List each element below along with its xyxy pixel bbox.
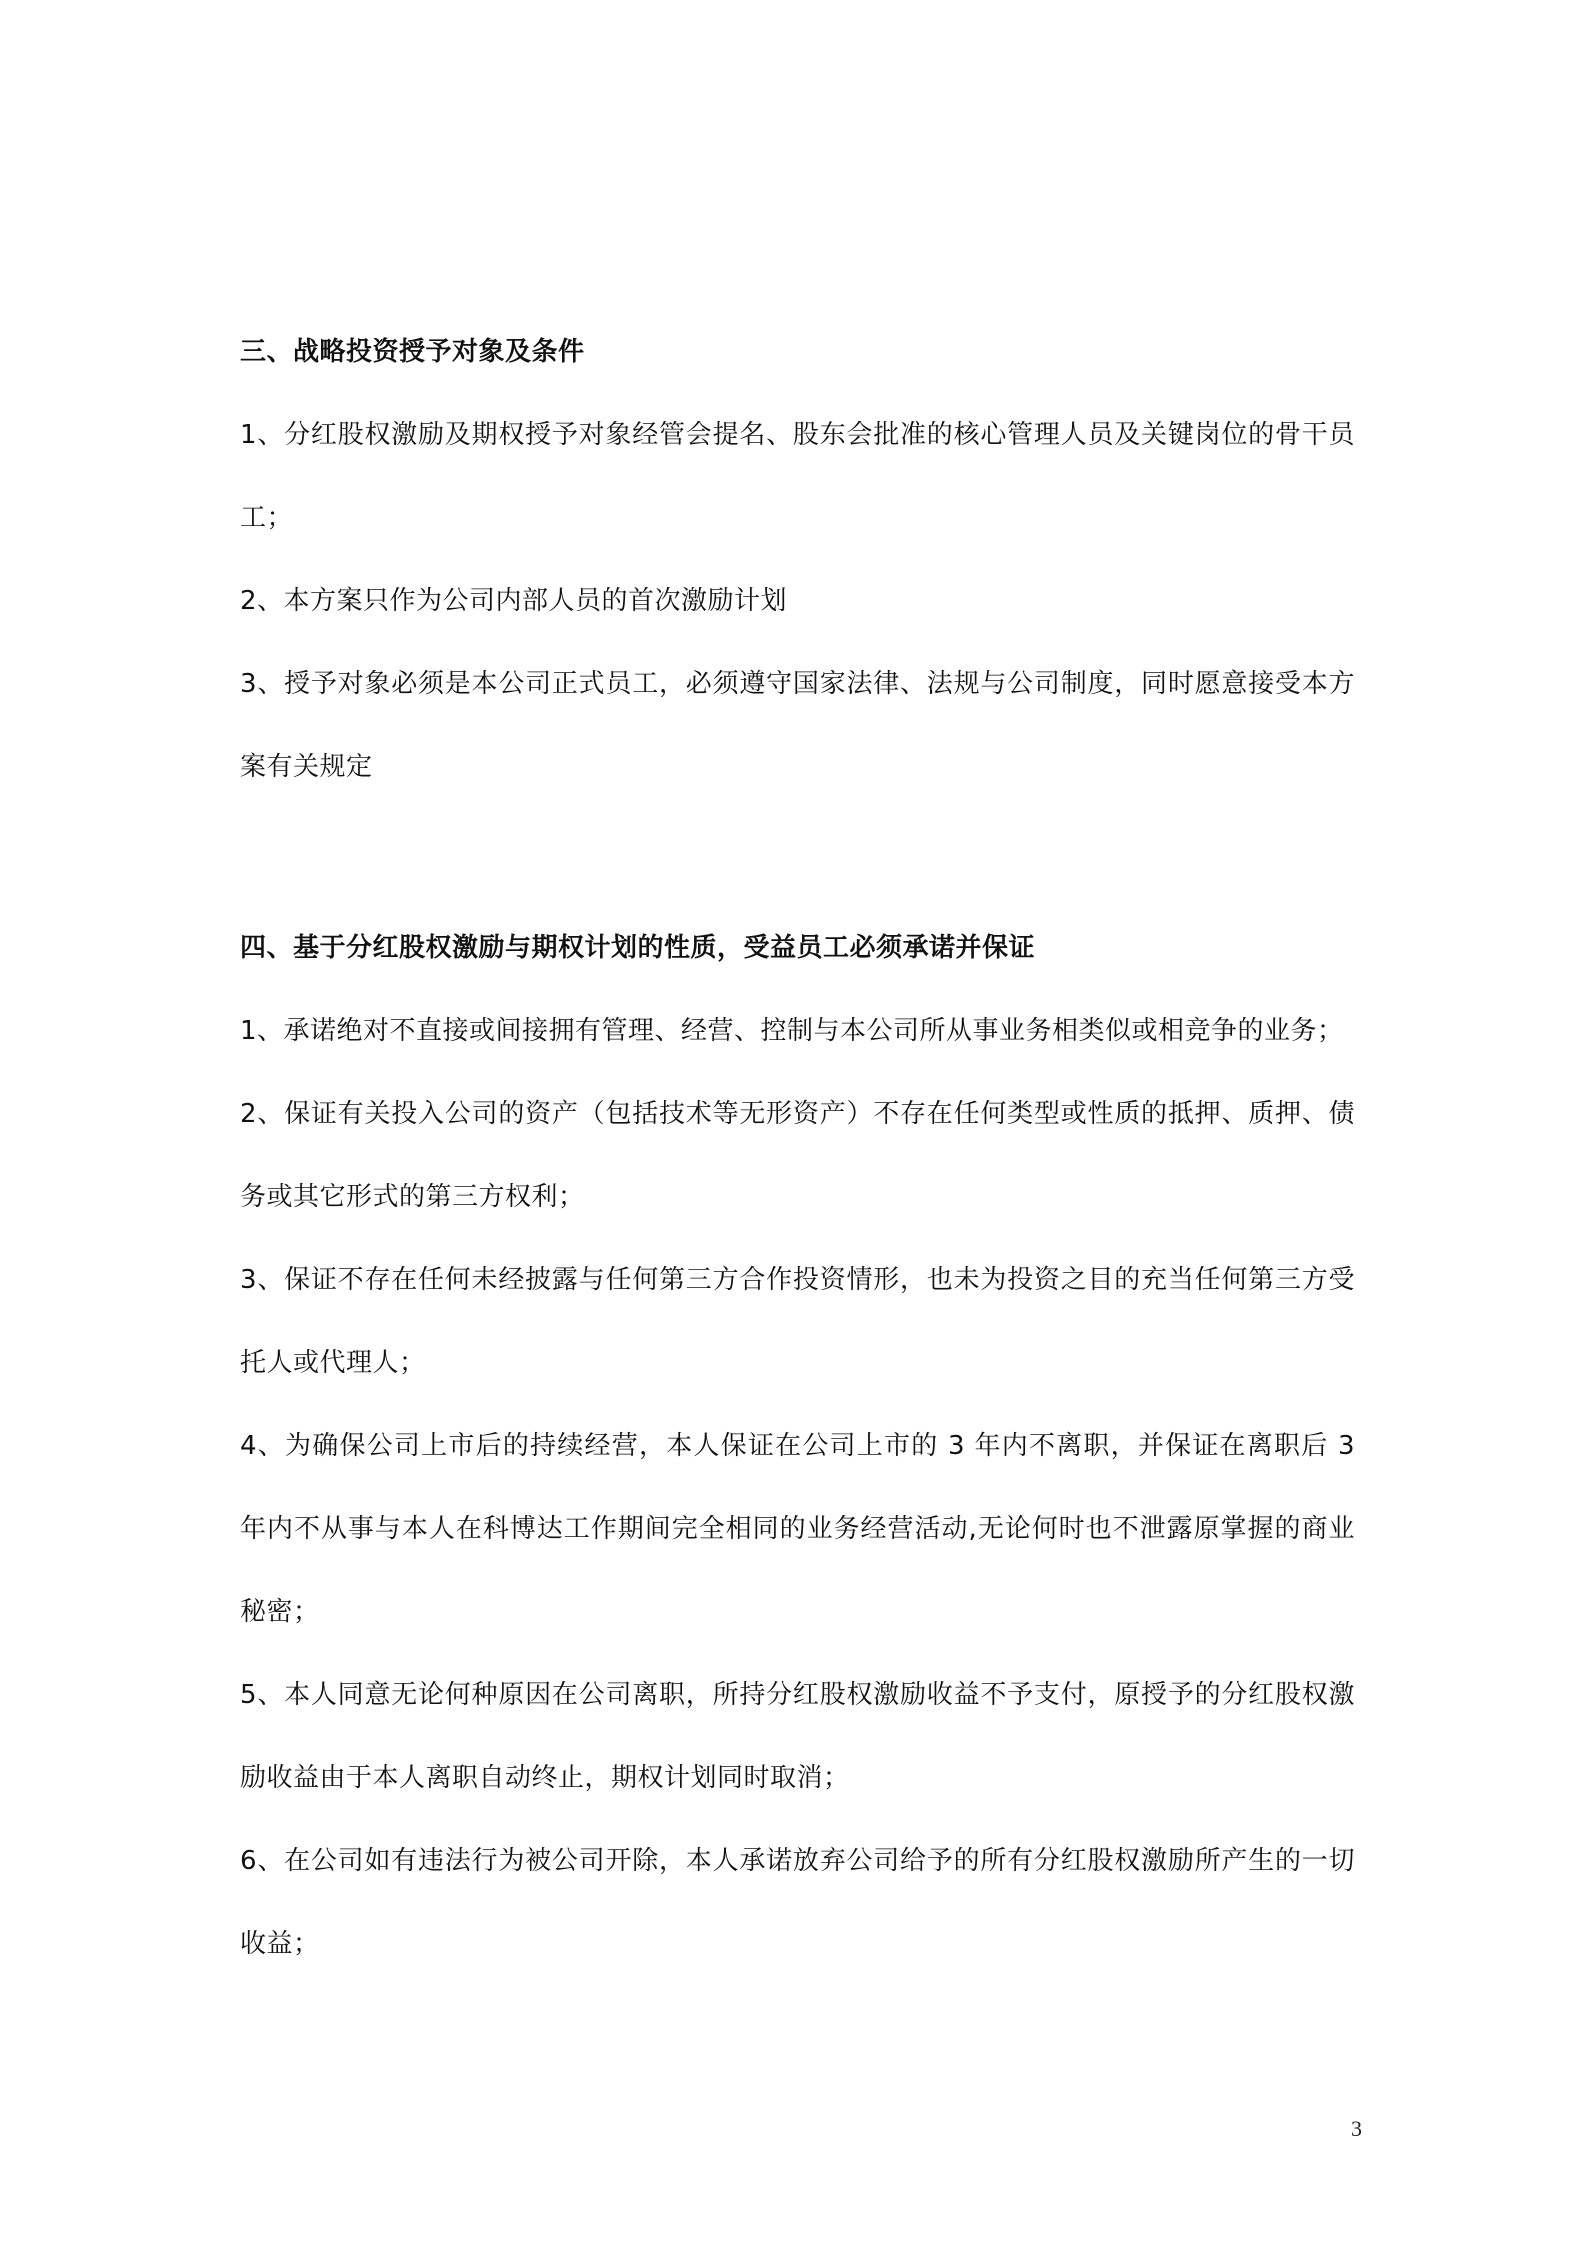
section-4-item-6: 6、在公司如有违法行为被公司开除，本人承诺放弃公司给予的所有分红股权激励所产生的一切收益； (240, 1846, 1355, 1959)
section-4-item-2: 2、保证有关投入公司的资产（包括技术等无形资产）不存在任何类型或性质的抵押、质押、债务或其它形式的第三方权利； (240, 1099, 1355, 1212)
section-3 (240, 332, 1355, 809)
section-4-item-5: 5、本人同意无论何种原因在公司离职，所持分红股权激励收益不予支付，原授予的分红股权激励收益由于本人离职自动终止，期权计划同时取消； (240, 1680, 1355, 1793)
page-number: 3 (1351, 2116, 1362, 2141)
section-4 (240, 928, 1355, 1986)
section-4-heading: 四、基于分红股权激励与期权计划的性质，受益员工必须承诺并保证 (240, 933, 1036, 963)
section-3-item-2: 2、本方案只作为公司内部人员的首次激励计划 (240, 586, 788, 616)
section-4-item-1: 1、承诺绝对不直接或间接拥有管理、经营、控制与本公司所从事业务相类似或相竞争的业务； (240, 1016, 1344, 1046)
section-3-heading: 三、战略投资授予对象及条件 (240, 337, 585, 367)
page-content (240, 332, 1355, 1986)
section-4-item-3: 3、保证不存在任何未经披露与任何第三方合作投资情形，也未为投资之目的充当任何第三方受托人或代理人； (240, 1265, 1355, 1378)
section-3-item-1: 1、分红股权激励及期权授予对象经管会提名、股东会批准的核心管理人员及关键岗位的骨干员工； (240, 420, 1355, 533)
section-4-item-4: 4、为确保公司上市后的持续经营，本人保证在公司上市的 3 年内不离职，并保证在离职后 3 年内不从事与本人在科博达工作期间完全相同的业务经营活动,无论何时也不泄露原掌握的商业秘密； (240, 1431, 1355, 1627)
section-3-item-3: 3、授予对象必须是本公司正式员工，必须遵守国家法律、法规与公司制度，同时愿意接受本方案有关规定 (240, 669, 1355, 782)
